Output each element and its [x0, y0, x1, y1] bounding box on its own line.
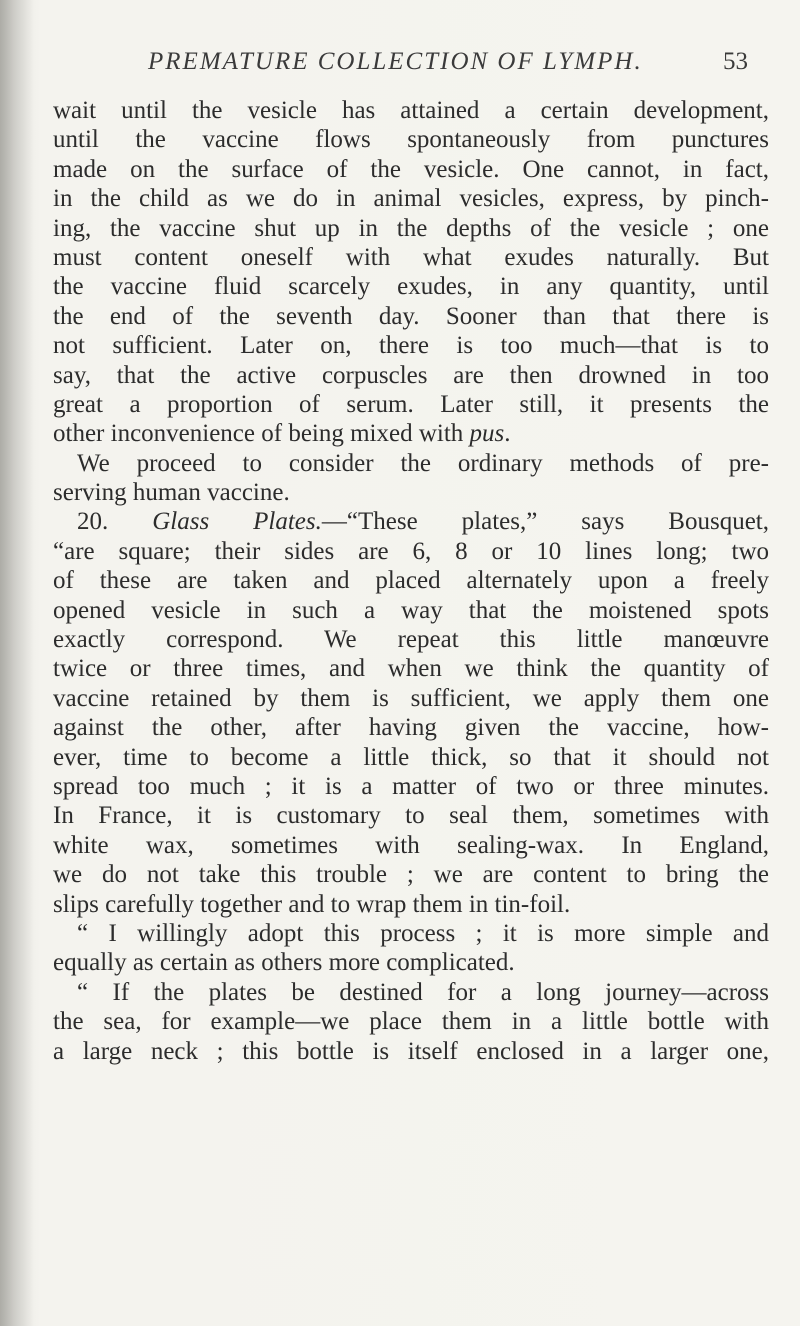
- text-line: vaccine retained by them is sufficient, we apply them one: [53, 684, 769, 712]
- text-line: the vaccine fluid scarcely exudes, in any quantity, until: [53, 273, 769, 301]
- text-line: say, that the active corpuscles are then drowned in too: [53, 361, 769, 389]
- text-line: must content oneself with what exudes naturally. But: [53, 243, 769, 271]
- text-line: the end of the seventh day. Sooner than that there is: [53, 302, 769, 330]
- text-line: not sufficient. Later on, there is too much—that is to: [53, 332, 769, 360]
- text-line: “are square; their sides are 6, 8 or 10 lines long; two: [53, 537, 769, 565]
- text-line: serving human vaccine.: [53, 479, 290, 507]
- text-line: great a proportion of serum. Later still, it presents the: [53, 390, 769, 418]
- text-line: the sea, for example—we place them in a little bottle with: [53, 1008, 769, 1036]
- text-line: other inconvenience of being mixed with pus.: [53, 420, 511, 448]
- text-line: until the vaccine flows spontaneously from punctures: [53, 126, 769, 154]
- text-line: opened vesicle in such a way that the moistened spots: [53, 596, 769, 624]
- text-line: wait until the vesicle has attained a certain development,: [53, 97, 769, 124]
- text-line: a large neck ; this bottle is itself enclosed in a larger one,: [53, 1037, 769, 1065]
- body-text: [53, 96, 769, 1066]
- running-title: PREMATURE COLLECTION OF LYMPH.: [148, 48, 643, 75]
- section-heading: Glass Plates.: [152, 508, 322, 536]
- italic-word: pus: [469, 420, 505, 448]
- text-line: we do not take this trouble ; we are content to bring the: [53, 861, 769, 889]
- gutter-shadow: [0, 0, 34, 1326]
- page-number: 53: [723, 48, 748, 75]
- text-line: We proceed to consider the ordinary methods of pre-: [77, 449, 769, 477]
- text-line: “ I willingly adopt this process ; it is more simple and: [77, 919, 769, 947]
- text-line: exactly correspond. We repeat this little manœuvre: [53, 626, 769, 654]
- text-line: 20. Glass Plates.—“These plates,” says Bousquet,: [77, 508, 769, 536]
- text-line: in the child as we do in animal vesicles, express, by pinch-: [53, 185, 769, 213]
- text-line: equally as certain as others more complicated.: [53, 949, 515, 977]
- text-line: In France, it is customary to seal them, sometimes with: [53, 802, 769, 830]
- text-line: ever, time to become a little thick, so that it should not: [53, 743, 769, 771]
- text-line: against the other, after having given the vaccine, how-: [53, 714, 769, 742]
- text-line: of these are taken and placed alternately upon a freely: [53, 567, 769, 595]
- text-line: made on the surface of the vesicle. One cannot, in fact,: [53, 155, 769, 183]
- text-line: white wax, sometimes with sealing-wax. In England,: [53, 831, 769, 859]
- text-line: slips carefully together and to wrap them in tin-foil.: [53, 890, 571, 918]
- text-line: spread too much ; it is a matter of two or three minutes.: [53, 772, 769, 800]
- text-line: “ If the plates be destined for a long journey—across: [77, 978, 769, 1006]
- text-line: twice or three times, and when we think the quantity of: [53, 655, 769, 683]
- text-line: ing, the vaccine shut up in the depths of the vesicle ; one: [53, 214, 769, 242]
- running-head: [148, 48, 748, 88]
